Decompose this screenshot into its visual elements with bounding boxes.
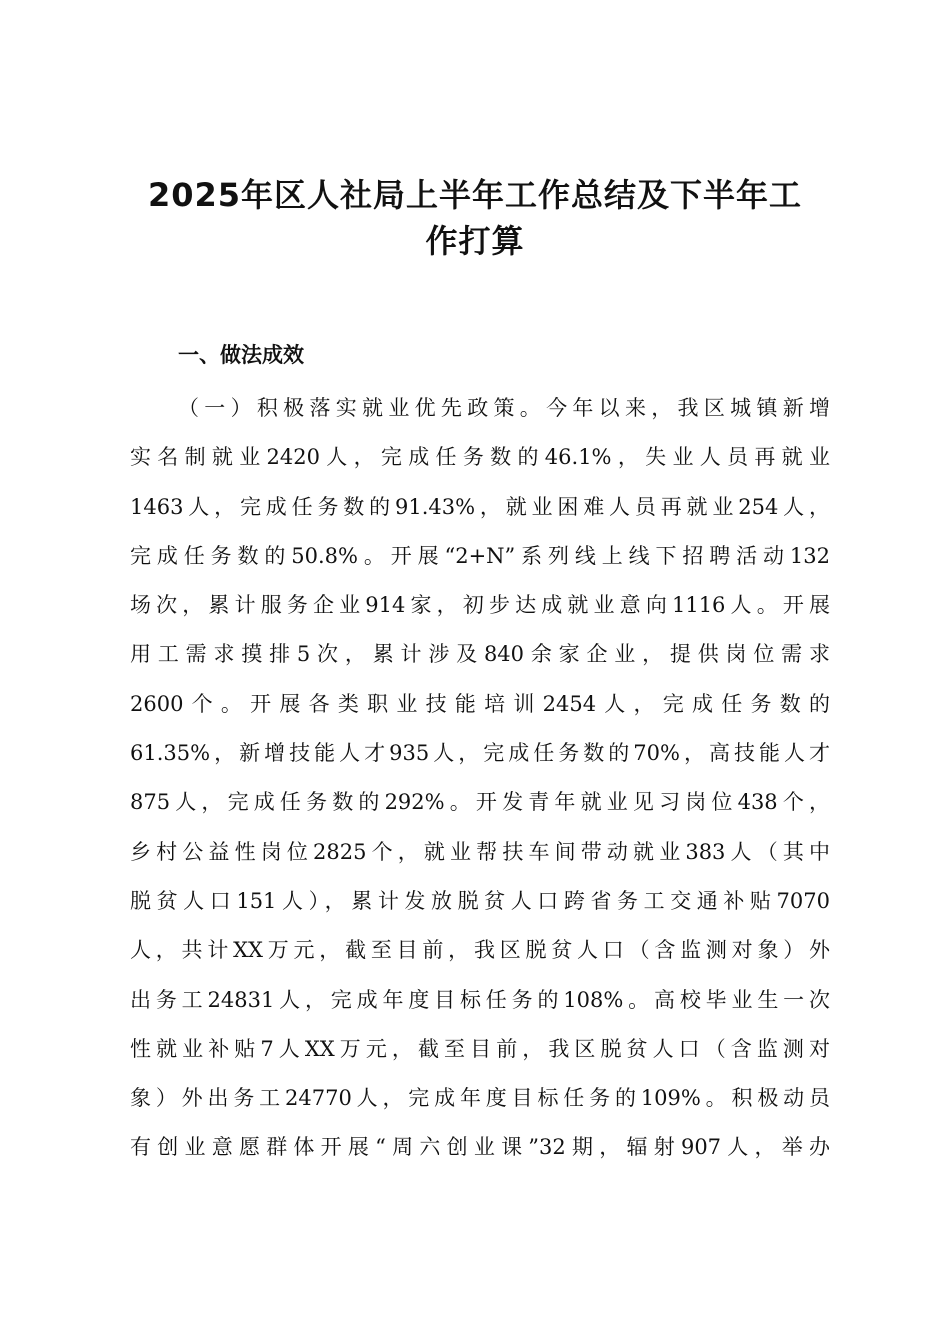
title-line-1: 2025年区人社局上半年工作总结及下半年工: [147, 176, 803, 214]
paragraph-line: 脱贫人口151人），累计发放脱贫人口跨省务工交通补贴7070: [130, 888, 830, 913]
title-line-2: 作打算: [425, 222, 525, 260]
paragraph-line: 乡村公益性岗位2825个，就业帮扶车间带动就业383人（其中: [130, 839, 830, 864]
section-heading: 一、做法成效: [178, 343, 304, 367]
paragraph-line: 875人，完成任务数的292%。开发青年就业见习岗位438个，: [130, 790, 830, 815]
body-paragraph: [130, 384, 830, 1173]
paragraph-line: 有创业意愿群体开展“周六创业课”32期，辐射907人，举办: [130, 1135, 830, 1160]
paragraph-line: 完成任务数的50.8%。开展“2+N”系列线上线下招聘活动132: [130, 543, 830, 568]
paragraph-line: 1463人，完成任务数的91.43%，就业困难人员再就业254人，: [130, 494, 830, 519]
paragraph-line: 象）外出务工24770人，完成年度目标任务的109%。积极动员: [130, 1086, 830, 1111]
paragraph-line: 2600个。开展各类职业技能培训2454人，完成任务数的: [130, 691, 830, 716]
paragraph-line: 用工需求摸排5次，累计涉及840余家企业，提供岗位需求: [130, 642, 830, 667]
paragraph-line: （一）积极落实就业优先政策。今年以来，我区城镇新增: [178, 396, 830, 420]
paragraph-line: 性就业补贴7人XX万元，截至目前，我区脱贫人口（含监测对: [130, 1036, 830, 1061]
paragraph-line: 61.35%，新增技能人才935人，完成任务数的70%，高技能人才: [130, 741, 830, 766]
paragraph-line: 人，共计XX万元，截至目前，我区脱贫人口（含监测对象）外: [130, 938, 830, 963]
paragraph-line: 出务工24831人，完成年度目标任务的108%。高校毕业生一次: [130, 987, 830, 1012]
paragraph-line: 实名制就业2420人，完成任务数的46.1%，失业人员再就业: [130, 445, 830, 470]
paragraph-line: 场次，累计服务企业914家，初步达成就业意向1116人。开展: [130, 593, 830, 618]
document-title: [120, 172, 830, 264]
